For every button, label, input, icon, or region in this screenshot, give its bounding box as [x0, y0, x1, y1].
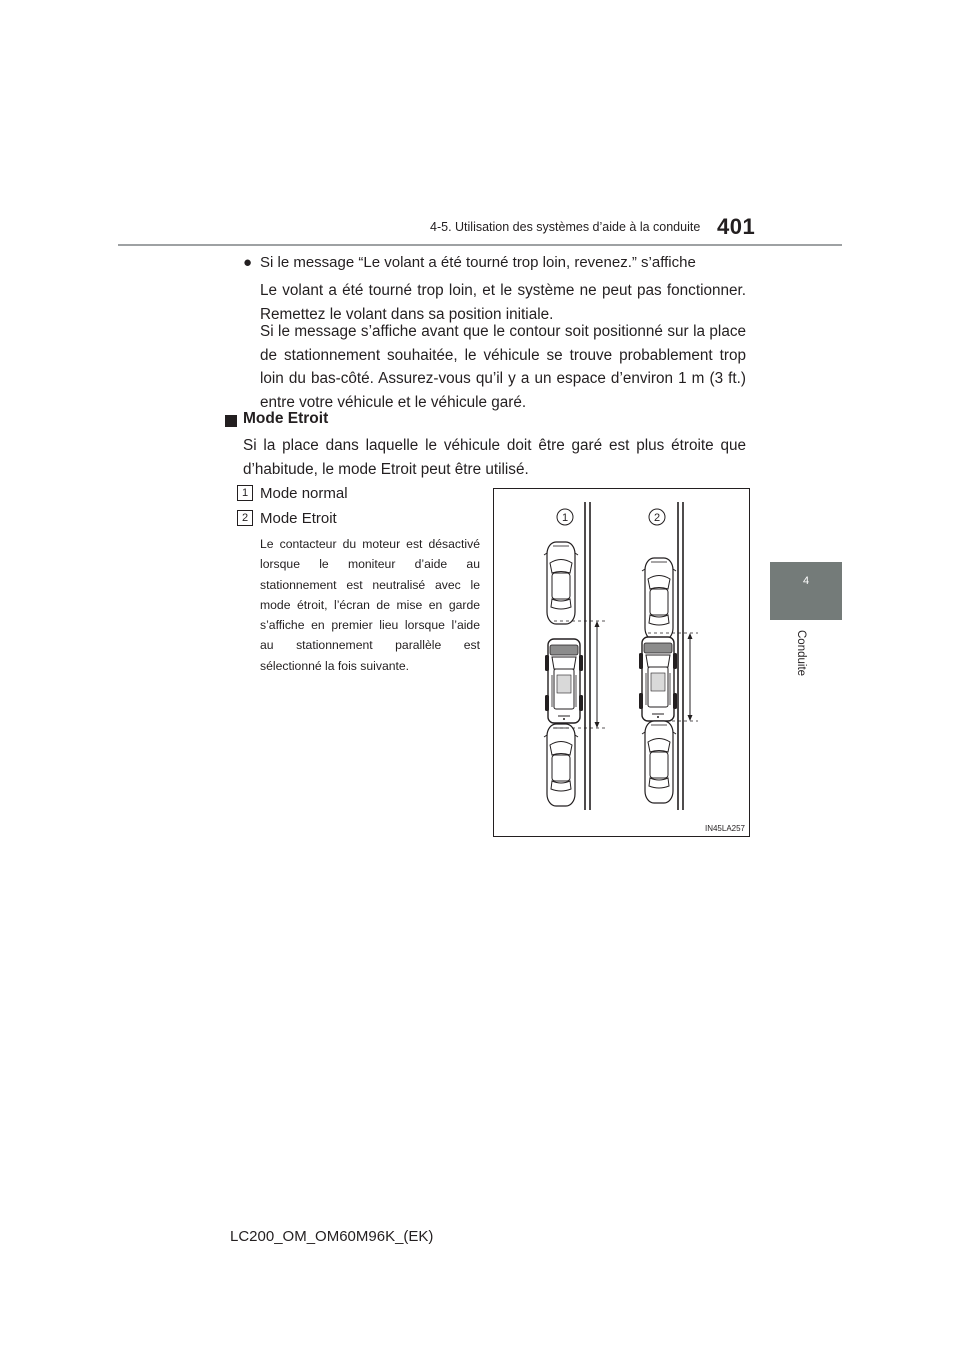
- section-title: Mode Etroit: [243, 410, 329, 427]
- parked-car-front: [544, 542, 578, 624]
- item-number-badge: 1: [237, 485, 253, 501]
- svg-text:2: 2: [653, 512, 661, 524]
- own-vehicle: [545, 639, 583, 723]
- bullet-paragraph-1: Le volant a été tourné trop loin, et le système ne peut pas fonctionner. Remettez le volant dans sa position initiale.: [260, 282, 746, 323]
- chapter-label: Conduite: [795, 630, 807, 677]
- page-number: 401: [717, 214, 756, 239]
- parking-mode-figure: [493, 488, 750, 837]
- header-divider: [118, 244, 842, 246]
- item-label-narrow: Mode Etroit: [260, 510, 337, 527]
- header-section-title: 4-5. Utilisation des systèmes d’aide à la conduite: [430, 220, 701, 234]
- bullet-icon: ●: [243, 254, 253, 271]
- figure-code: IN45LA257: [704, 824, 745, 833]
- callout-1: [557, 509, 573, 525]
- parked-car-front: [642, 558, 676, 640]
- parked-car-rear: [544, 724, 578, 806]
- document-id: LC200_OM_OM60M96K_(EK): [230, 1228, 434, 1245]
- item-label-normal: Mode normal: [260, 485, 348, 502]
- own-vehicle: [639, 637, 677, 721]
- chapter-tab: [770, 562, 842, 620]
- bullet-heading: Si le message “Le volant a été tourné trop loin, revenez.” s’affiche: [260, 254, 696, 271]
- section-paragraph: Si la place dans laquelle le véhicule doit être garé est plus étroite que d’habitude, le mode Etroit peut être utilisé.: [243, 437, 746, 478]
- bullet-paragraph-2: Si le message s’affiche avant que le contour soit positionné sur la place de stationnement souhaitée, le véhicule se trouve probablement trop loin du bas-côté. Assurez-vous qu’il y a un espace d’environ 1 m (3 ft.) entre votre véhicule et le véhicule garé.: [260, 323, 746, 411]
- section-note: Le contacteur du moteur est désactivé lorsque le moniteur d’aide au stationnement est neutralisé avec le mode étroit, l’écran de mise en garde s’affiche en premier lieu lorsque l’aide au stationnement parallèle est sélectionné la fois suivante.: [260, 537, 480, 673]
- item-number-badge: 2: [237, 510, 253, 526]
- callout-2: [649, 509, 665, 525]
- chapter-number: 4: [802, 575, 810, 587]
- parked-car-rear: [642, 721, 676, 803]
- section-square-icon: [225, 415, 237, 427]
- svg-text:1: 1: [561, 512, 569, 524]
